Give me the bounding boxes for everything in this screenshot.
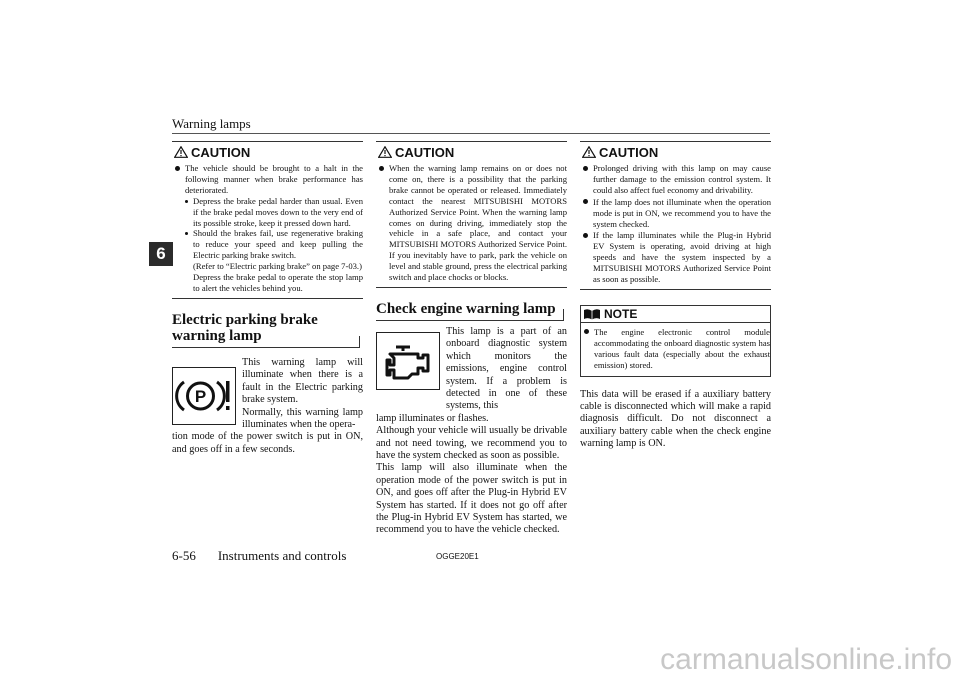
running-header: Warning lamps [172,116,251,131]
caution-bullet: Prolonged driving with this lamp on may cause further damage to the emission control system. It could also affect fuel economy and drivability. [580,163,771,196]
caution-label: CAUTION [599,144,659,160]
bullet-icon [583,199,588,204]
body-text: tion mode of the power switch is put in ON, and goes off in a few seconds. [172,431,363,455]
bullet-icon [583,166,588,171]
note-bullet: The engine electronic control module accommodating the onboard diagnostic system has various fault data (especially about the exhaust emission) stored. [581,327,770,371]
page-reference: (Refer to “Electric parking brake” on page 7-03.) [193,261,362,272]
parking-brake-warning-icon [172,367,236,425]
note-header [581,306,770,323]
body-text: Normally, this warning lamp illuminates when the opera- [242,406,363,430]
caution-bullet: The vehicle should be brought to a halt in the following manner when brake performance has deteriorated. [172,163,363,196]
caution-bullet: If the lamp illuminates while the Plug-in Hybrid EV System is operating, avoid driving at high speeds and have the system inspected by a MITSUBISHI MOTORS Authorized Service Point as soon as possible. [580,230,771,285]
column-3 [580,141,771,451]
caution-bullet: When the warning lamp remains on or does not come on, there is a possibility that the parking brake cannot be operated or released. Immediately contact the nearest MITSUBISHI MOTORS Authorized Service Point. When the warning lamp comes on during driving, immediately stop the vehicle in a safe place, and contact your MITSUBISHI MOTORS Authorized Service Point. If you inevitably have to park, park the vehicle on level and stable ground, press the electrical parking switch and place chocks or blocks. [376,163,567,283]
caution-header [172,142,363,162]
sub-bullet-tail: Depress the brake pedal to operate the stop lamp to alert the vehicles behind you. [193,272,363,293]
caution-bullet: If the lamp does not illuminate when the operation mode is put in ON, we recommend you to have the system checked. [580,197,771,230]
check-engine-icon [376,332,440,390]
caution-header [580,142,771,162]
bullet-icon [175,166,180,171]
warning-triangle-icon [174,146,188,158]
section-title: Check engine warning lamp [376,301,564,321]
sub-bullet: Depress the brake pedal harder than usual. Even if the brake pedal moves down to the very end of its possible stroke, keep it pressed down hard. [185,196,363,229]
icon-row [376,326,567,413]
section-title: Electric parking brake warning lamp [172,312,360,348]
sub-bullet-icon [185,232,188,235]
document-code: OGGE20E1 [436,552,479,561]
icon-row [172,357,363,431]
caution-box [580,141,771,290]
chapter-tab: 6 [149,242,173,266]
note-book-icon [583,308,601,320]
body-text: lamp illuminates or flashes. [376,412,489,424]
warning-triangle-icon [378,146,392,158]
sub-bullet: Should the brakes fail, use regenerative braking to reduce your speed and keep pulling the Electric parking brake switch. [185,228,363,261]
watermark: carmanualsonline.info [660,643,952,676]
caution-box [376,141,567,288]
page-number: 6-56 [172,548,196,563]
body-text: This lamp is a part of an onboard diagnostic system which monitors the emissions, engine control system. If a problem is detected in one of these systems, this [446,325,567,412]
column-1 [172,141,363,456]
svg-text:P: P [194,386,207,406]
caution-label: CAUTION [191,144,251,160]
body-text: This data will be erased if a auxiliary battery cable is disconnected which will make a rapid diagnosis difficult. Do not disconnect a auxiliary battery cable when the check engine warning lamp is ON. [580,388,771,450]
footer-page-section [172,548,346,564]
section-name: Instruments and controls [217,548,347,563]
warning-triangle-icon [582,146,596,158]
bullet-icon [379,166,384,171]
note-box [580,305,771,377]
caution-header [376,142,567,162]
note-label: NOTE [604,306,638,321]
sub-bullet-icon [185,200,188,203]
body-text: This warning lamp will illuminate when there is a fault in the Electric parking brake system. [242,356,363,406]
caution-label: CAUTION [395,144,455,160]
header-rule [172,133,770,134]
bullet-icon [584,329,589,334]
body-text: This lamp will also illuminate when the operation mode of the power switch is put in ON, and goes off after the Plug-in Hybrid EV System has started. If it does not go off after the Plug-in Hybrid EV System has started, we recommend you to have the vehicle checked. [376,462,567,536]
caution-box [172,141,363,299]
column-2 [376,141,567,537]
body-text: Although your vehicle will usually be drivable and not need towing, we recommend you to have the system checked as soon as possible. [376,425,567,462]
bullet-icon [583,233,588,238]
